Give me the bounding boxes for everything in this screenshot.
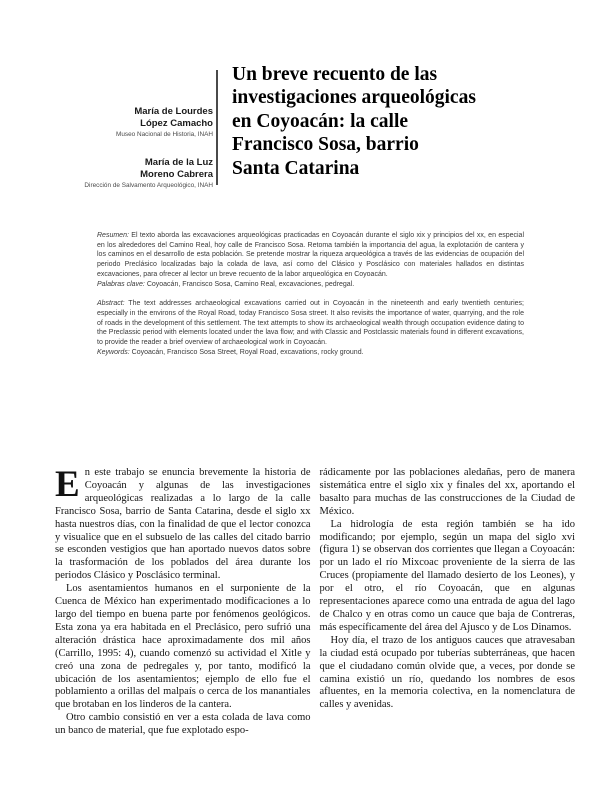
paragraph-6: Hoy día, el trazo de los antiguos cauces que atravesaban la ciudad está ocupado por tuberías subterráneas, que hacen que el ciudadano común olvide que, a veces, por donde se camina existió un río, quedando los nombres de esos afluentes, en la memoria colectiva, en la nomenclatura de calles y avenidas.	[319, 634, 575, 711]
right-column	[320, 467, 576, 738]
author-2	[84, 157, 213, 190]
keywords-line	[97, 348, 524, 358]
abstract-label: Abstract:	[97, 300, 125, 308]
page-title	[232, 63, 476, 180]
paragraph-3: Otro cambio consistió en ver a esta colada de lava como un banco de material, que fue explotado espo-	[55, 712, 311, 737]
resumen-text: El texto aborda las excavaciones arqueológicas practicadas en Coyoacán durante el siglo xix y principios del xx, en especial en los alrededores del Camino Real, hoy calle de Francisco Sosa. Retoma también la importancia del agua, la explotación de cantera y los caminos en el desarrollo de esta población. Se pretende mostrar la riqueza arqueológica a través de las evidencias de ocupación del periodo Preclásico localizadas bajo la colada de lava, así como del Clásico y Posclásico con materiales hallados en distintas excavaciones, para ofrecer al lector un breve recuento de la labor arqueológica en Coyoacán.	[97, 232, 525, 278]
body-text	[55, 464, 575, 738]
paragraph-5: La hidrología de esta región también se ha ido modificando; por ejemplo, según un mapa del siglo xvi (figura 1) se observan dos corrientes que llegan a Coyoacán: por un lado el río Mixcoac proveniente de la sierra de las Cruces (propiamente del llamado desierto de los Leones), y por el otro, el río Coyoacán, que en algunas representaciones aparece como una entrada de agua del lago de Chalco y en otras como un cauce que baja de Contreras, más específicamente del área del Ajusco y de Los Dinamos.	[319, 518, 575, 633]
palabras-clave-line	[97, 280, 524, 290]
paragraph-2: Los asentamientos humanos en el surponiente de la Cuenca de México han experimentado modificaciones a lo largo del tiempo en buena parte por fenómenos geológicos. Esta zona ya era habitada en el Preclásico, pero sufrió una alteración drástica hace aproximadamente dos mil años (Carrillo, 1995: 4), cuando comenzó su actividad el Xitle y creó una zona de pedregales y, por tanto, modificó la ubicación de los asentamientos; ejemplo de ello fue el poblamiento a orillas del malpaís o cerca de los manantiales que brotaban en los linderos de la cantera.	[55, 583, 311, 711]
title-line-3: en Coyoacán: la calle	[232, 110, 409, 132]
abstract-block	[97, 231, 524, 357]
author-block	[84, 106, 213, 190]
author-2-name-line-2: Moreno Cabrera	[140, 168, 213, 180]
paragraph-1	[55, 464, 311, 583]
title-line-4: Francisco Sosa, barrio	[232, 134, 419, 156]
abstract-paragraph	[97, 299, 524, 348]
resumen-paragraph	[97, 231, 524, 280]
author-1-name-line-1: María de Lourdes	[134, 106, 213, 117]
resumen-label: Resumen:	[97, 232, 129, 239]
abstract-text: The text addresses archaeological excavations carried out in Coyoacán in the nineteenth and early twentieth centuries; especially in the environs of the Royal Road, today Francisco Sosa street. It also revisits the importance of water, quarrying, and the role of roads in the development of this settlement. The text attempts to show its archaeological wealth through occupation evidence dating to the Preclassic period with elements located under the lava flow; and with Classic and Postclassic materials found in different excavations, to provide the reader a brief overview of archaeological work in Coyoacán.	[97, 300, 525, 347]
left-column	[55, 464, 311, 738]
author-1-affiliation: Museo Nacional de Historia, INAH	[116, 131, 213, 138]
paragraph-1-text: n este trabajo se enuncia brevemente la historia de Coyoacán y algunas de las investigaciones arqueológicas realizadas a lo largo de la calle Francisco Sosa, barrio de Santa Catarina, desde el siglo xx hasta nuestros días, con la finalidad de que el lector conozca y visualice que en el subsuelo de las calles del citado barrio se esconden vestigios que han aportado nuevos datos sobre la trasformación de los poblados del área durante los periodos Clásico y Posclásico terminal.	[55, 467, 311, 582]
title-line-1: Un breve recuento de las	[232, 64, 438, 85]
author-2-affiliation: Dirección de Salvamento Arqueológico, INAH	[84, 182, 213, 189]
title-divider-rule	[216, 70, 218, 185]
author-1-name-line-2: López Camacho	[140, 117, 213, 129]
author-1	[84, 106, 213, 139]
keywords-label: Keywords:	[97, 348, 130, 356]
title-line-5: Santa Catarina	[232, 157, 360, 179]
palabras-clave-text: Coyoacán, Francisco Sosa, Camino Real, excavaciones, pedregal.	[146, 280, 355, 288]
title-line-2: investigaciones arqueológicas	[232, 87, 476, 109]
author-2-name-line-1: María de la Luz	[144, 157, 213, 168]
drop-cap: E	[55, 464, 80, 505]
palabras-clave-label: Palabras clave:	[97, 280, 145, 288]
paragraph-4: rádicamente por las poblaciones aledañas, pero de manera sistemática entre el siglo xix y finales del xx, aportando el basalto para muchas de las construcciones de la Ciudad de México.	[319, 467, 575, 517]
keywords-text: Coyoacán, Francisco Sosa Street, Royal Road, excavations, rocky ground.	[131, 348, 364, 356]
